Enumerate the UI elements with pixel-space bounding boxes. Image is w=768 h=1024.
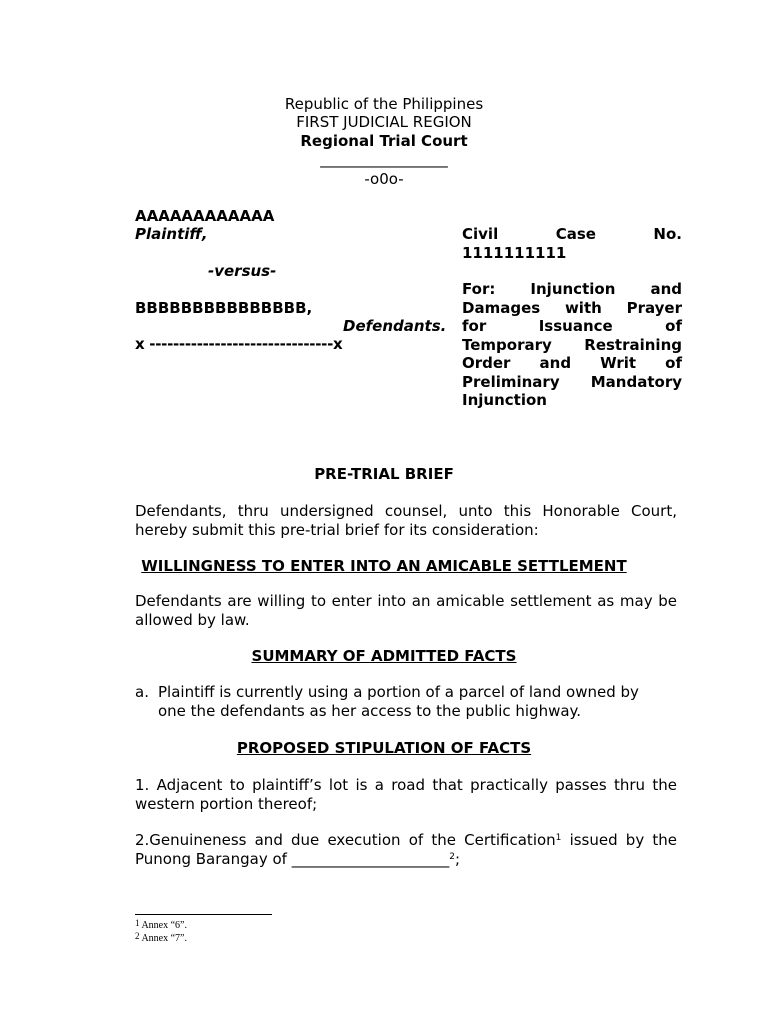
case-nature-word: Restraining: [584, 335, 682, 354]
case-nature-word: of: [665, 317, 682, 335]
plaintiff-name: AAAAAAAAAAAA: [135, 207, 275, 225]
defendant-label: Defendants.: [343, 317, 447, 335]
admitted-item-line-1: Plaintiff is currently using a portion of a parcel of land owned by: [158, 683, 639, 701]
footnote-1: [135, 920, 187, 931]
header-line-3: Regional Trial Court: [300, 132, 468, 150]
case-nature-word: Temporary: [462, 335, 552, 354]
header-ornament: -o0o-: [364, 170, 404, 188]
case-nature-word: For:: [462, 280, 496, 298]
heading-willingness: WILLINGNESS TO ENTER INTO AN AMICABLE SETTLEMENT: [141, 557, 627, 575]
case-nature-word: Issuance: [538, 317, 613, 335]
case-word: Case: [555, 225, 596, 243]
admitted-item-marker: a.: [135, 683, 149, 701]
case-nature-word: with: [564, 298, 602, 317]
case-nature-word: and: [539, 354, 572, 372]
footnote-1-number: 1: [135, 918, 140, 928]
willingness-paragraph: Defendants are willing to enter into an amicable settlement as may be allowed by law.: [135, 592, 677, 629]
case-info: [462, 225, 682, 410]
no-word: No.: [653, 225, 682, 243]
item2-text-a: 2.Genuineness and due execution of the Certification: [135, 831, 556, 849]
footnote-1-text: Annex “6”.: [139, 920, 187, 931]
item2-end: ;: [454, 850, 460, 868]
heading-admitted-facts: SUMMARY OF ADMITTED FACTS: [251, 647, 517, 665]
heading-stipulation: PROPOSED STIPULATION OF FACTS: [236, 739, 532, 757]
stipulation-item-2: [135, 831, 677, 869]
item2-blank: _____________________: [291, 850, 450, 868]
versus-label: -versus-: [208, 262, 277, 280]
stipulation-item-1: 1. Adjacent to plaintiff’s lot is a road that practically passes thru the western portion thereof;: [135, 776, 677, 813]
footnote-2-number: 2: [135, 931, 140, 941]
case-nature-line: [462, 280, 682, 299]
case-nature-last: Injunction: [462, 391, 547, 409]
case-nature-line: [462, 336, 682, 355]
case-number: 1111111111: [462, 243, 567, 262]
case-nature-line: [462, 373, 682, 392]
item2-text-b: issued by the Punong Barangay of: [135, 831, 677, 868]
case-nature-line: [462, 299, 682, 318]
header-blank: _________________: [320, 150, 448, 168]
case-nature-word: Preliminary: [462, 372, 560, 391]
case-nature-word: and: [650, 280, 682, 298]
case-nature-word: of: [665, 354, 682, 372]
case-nature-line: [462, 354, 682, 373]
caption-separator: x -------------------------------x: [135, 335, 343, 353]
footnote-ref-2: 2: [449, 852, 455, 862]
case-nature-word: Order: [462, 354, 511, 372]
case-nature-word: Damages: [462, 298, 541, 317]
footnote-ref-1: 1: [555, 833, 562, 843]
case-nature-word: Prayer: [626, 298, 682, 317]
case-nature-word: Injunction: [530, 280, 616, 298]
header-line-2: FIRST JUDICIAL REGION: [296, 113, 472, 131]
footnote-2: [135, 933, 187, 944]
case-nature-line: [462, 317, 682, 336]
case-nature-word: Writ: [600, 354, 637, 372]
case-nature: [462, 280, 682, 391]
footnote-rule: [135, 914, 272, 915]
defendant-name: BBBBBBBBBBBBBBB,: [135, 299, 313, 317]
case-number-label: [462, 225, 682, 244]
plaintiff-label: Plaintiff,: [135, 225, 208, 243]
case-nature-word: for: [462, 317, 487, 335]
intro-paragraph: Defendants, thru undersigned counsel, unto this Honorable Court, hereby submit this pre-trial brief for its consideration:: [135, 502, 677, 539]
document-title: PRE-TRIAL BRIEF: [314, 465, 454, 483]
admitted-item-line-2: one the defendants as her access to the public highway.: [158, 702, 582, 720]
case-nature-word: Mandatory: [590, 372, 682, 391]
footnote-2-text: Annex “7”.: [139, 933, 187, 944]
header-line-1: Republic of the Philippines: [284, 95, 484, 113]
civil-word: Civil: [462, 225, 499, 243]
